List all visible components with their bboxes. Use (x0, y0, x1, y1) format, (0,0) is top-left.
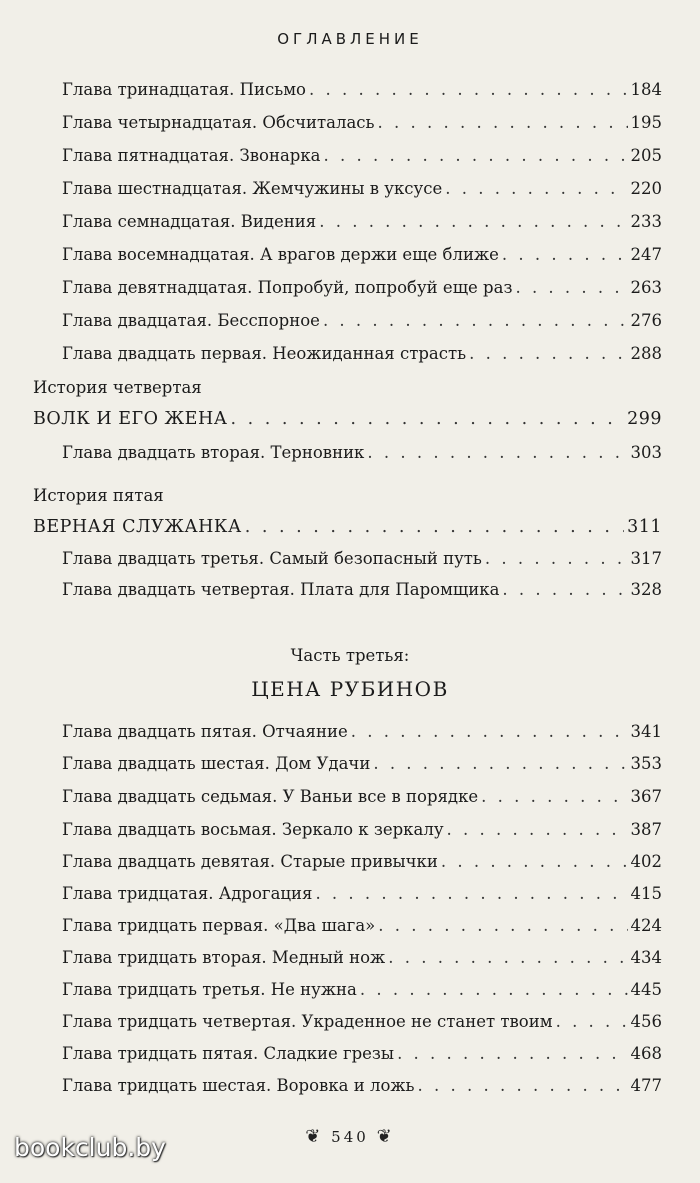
toc-entry-page: 303 (630, 443, 662, 462)
toc-entry-title: Глава двадцать вторая. Терновник (62, 443, 365, 462)
toc-entry (62, 754, 662, 778)
toc-entry-title: Глава тридцать третья. Не нужна (62, 980, 357, 999)
toc-entry-page: 288 (630, 344, 662, 363)
leader-dots (388, 948, 627, 967)
leader-dots (309, 80, 628, 99)
toc-entry (62, 852, 662, 876)
toc-entry (62, 948, 662, 972)
toc-entry-title: Глава двадцать первая. Неожиданная страсть (62, 344, 467, 363)
story-label: История четвертая (33, 378, 202, 397)
leader-dots (502, 245, 628, 264)
toc-entry-title: Глава восемнадцатая. А врагов держи еще ближе (62, 245, 499, 264)
toc-entry-page: 445 (630, 980, 662, 999)
toc-entry (62, 179, 662, 203)
toc-entry-page: 205 (630, 146, 662, 165)
toc-entry-page: 468 (630, 1044, 662, 1063)
toc-entry (62, 344, 662, 368)
toc-entry-page: 402 (630, 852, 662, 871)
story-page: 311 (627, 517, 662, 537)
ornament-icon: ❦ (305, 1126, 324, 1147)
toc-entry-title: Глава двадцать четвертая. Плата для Паромщика (62, 580, 500, 599)
part-title: ЦЕНА РУБИНОВ (251, 677, 449, 701)
toc-entry-title: Глава шестнадцатая. Жемчужины в уксусе (62, 179, 443, 198)
toc-entry-page: 220 (630, 179, 662, 198)
toc-entry (62, 549, 662, 573)
toc-entry (62, 580, 662, 604)
toc-entry (62, 1076, 662, 1100)
toc-entry (62, 980, 662, 1004)
story-title-entry (33, 409, 662, 433)
leader-dots (502, 580, 627, 599)
leader-dots (351, 722, 628, 741)
leader-dots (319, 212, 627, 231)
toc-entry-page: 233 (630, 212, 662, 231)
toc-entry-page: 195 (630, 113, 662, 132)
toc-entry-title: Глава пятнадцатая. Звонарка (62, 146, 321, 165)
leader-dots (360, 980, 628, 999)
toc-entry (62, 278, 662, 302)
leader-dots (441, 852, 628, 871)
leader-dots (367, 443, 627, 462)
toc-entry (62, 311, 662, 335)
toc-entry-title: Глава двадцать шестая. Дом Удачи (62, 754, 371, 773)
toc-entry (62, 820, 662, 844)
page-number: 540 (331, 1128, 369, 1146)
toc-entry-page: 456 (630, 1012, 662, 1031)
toc-entry-page: 341 (630, 722, 662, 741)
leader-dots (418, 1076, 628, 1095)
toc-entry-title: Глава двадцать пятая. Отчаяние (62, 722, 348, 741)
leader-dots (323, 311, 628, 330)
toc-entry-title: Глава тридцать вторая. Медный нож (62, 948, 386, 967)
toc-entry-title: Глава тридцать пятая. Сладкие грезы (62, 1044, 395, 1063)
watermark: bookclub.by (14, 1133, 166, 1162)
leader-dots (397, 1044, 627, 1063)
leader-dots (556, 1012, 628, 1031)
toc-entry (62, 916, 662, 940)
toc-entry (62, 146, 662, 170)
toc-entry-page: 184 (630, 80, 662, 99)
toc-entry-title: Глава тридцать первая. «Два шага» (62, 916, 376, 935)
leader-dots (245, 517, 624, 537)
toc-entry (62, 1044, 662, 1068)
running-head: ОГЛАВЛЕНИЕ (277, 30, 423, 48)
toc-entry-title: Глава двадцать девятая. Старые привычки (62, 852, 438, 871)
toc-entry-page: 276 (630, 311, 662, 330)
story-title-entry (33, 517, 662, 541)
toc-entry-page: 353 (630, 754, 662, 773)
leader-dots (447, 820, 628, 839)
story-title: ВОЛК И ЕГО ЖЕНА (33, 409, 228, 429)
story-label: История пятая (33, 486, 164, 505)
toc-entry-title: Глава девятнадцатая. Попробуй, попробуй еще раз (62, 278, 513, 297)
leader-dots (445, 179, 627, 198)
toc-entry-title: Глава тридцать четвертая. Украденное не станет твоим (62, 1012, 553, 1031)
toc-entry (62, 443, 662, 467)
leader-dots (378, 113, 628, 132)
toc-entry-page: 247 (630, 245, 662, 264)
leader-dots (515, 278, 627, 297)
toc-entry-page: 367 (630, 787, 662, 806)
toc-entry-title: Глава семнадцатая. Видения (62, 212, 317, 231)
toc-entry-page: 317 (630, 549, 662, 568)
toc-entry-page: 424 (630, 916, 662, 935)
ornament-icon: ❦ (376, 1126, 395, 1147)
toc-entry-page: 477 (630, 1076, 662, 1095)
toc-entry-title: Глава двадцать седьмая. У Ваньи все в порядке (62, 787, 479, 806)
toc-entry (62, 212, 662, 236)
toc-entry-title: Глава тридцатая. Адрогация (62, 884, 313, 903)
toc-entry-title: Глава двадцатая. Бесспорное (62, 311, 320, 330)
toc-entry-page: 434 (630, 948, 662, 967)
toc-entry-title: Глава тридцать шестая. Воровка и ложь (62, 1076, 415, 1095)
story-title: ВЕРНАЯ СЛУЖАНКА (33, 517, 242, 537)
toc-entry (62, 1012, 662, 1036)
leader-dots (378, 916, 627, 935)
toc-entry (62, 245, 662, 269)
story-page: 299 (627, 409, 662, 429)
toc-entry (62, 80, 662, 104)
leader-dots (373, 754, 627, 773)
toc-entry-page: 328 (630, 580, 662, 599)
part-label: Часть третья: (290, 646, 410, 665)
toc-entry-title: Глава двадцать третья. Самый безопасный путь (62, 549, 482, 568)
toc-entry (62, 884, 662, 908)
toc-entry-page: 387 (630, 820, 662, 839)
leader-dots (324, 146, 628, 165)
toc-entry (62, 113, 662, 137)
leader-dots (469, 344, 627, 363)
toc-entry-page: 415 (630, 884, 662, 903)
leader-dots (315, 884, 627, 903)
toc-entry-page: 263 (630, 278, 662, 297)
leader-dots (230, 409, 624, 429)
toc-entry (62, 722, 662, 746)
toc-entry-title: Глава двадцать восьмая. Зеркало к зеркалу (62, 820, 444, 839)
toc-entry-title: Глава тринадцатая. Письмо (62, 80, 306, 99)
toc-entry (62, 787, 662, 811)
leader-dots (485, 549, 628, 568)
toc-entry-title: Глава четырнадцатая. Обсчиталась (62, 113, 375, 132)
leader-dots (481, 787, 627, 806)
